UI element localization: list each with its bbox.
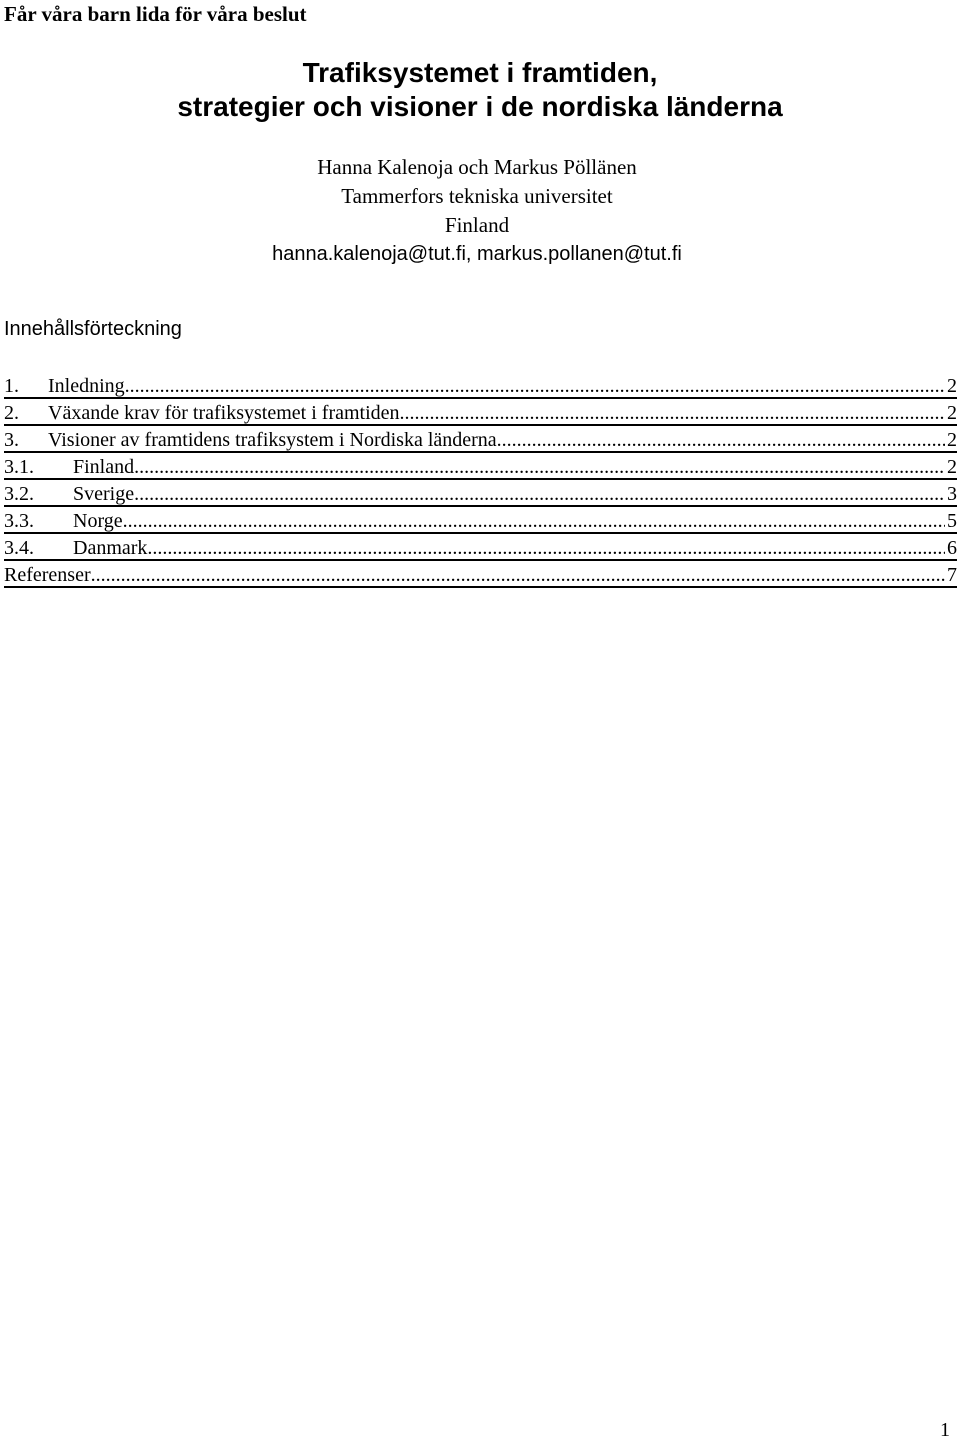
toc-entry-title: Visioner av framtidens trafiksystem i Nordiska länderna — [48, 429, 497, 451]
toc-entry-finland[interactable] — [4, 453, 957, 480]
toc-entry-visioner[interactable] — [4, 426, 957, 453]
toc-entry-page: 6 — [947, 537, 957, 559]
toc-entry-danmark[interactable] — [4, 534, 957, 561]
toc-entry-inledning[interactable] — [4, 372, 957, 399]
title-line-1: Trafiksystemet i framtiden, — [302, 57, 658, 88]
toc-dot-leader — [125, 375, 945, 397]
toc-entry-number: 3. — [4, 429, 19, 451]
toc-entry-title: Växande krav för trafiksystemet i framtiden — [48, 402, 400, 424]
author-info — [0, 153, 954, 269]
toc-entry-number: 3.3. — [4, 510, 34, 532]
toc-entry-vaxande-krav[interactable] — [4, 399, 957, 426]
author-affiliation: Tammerfors tekniska universitet — [341, 184, 613, 208]
toc-entry-page: 5 — [947, 510, 957, 532]
toc-entry-title: Danmark — [73, 537, 148, 559]
toc-entry-page: 3 — [947, 483, 957, 505]
toc-dot-leader — [123, 510, 945, 532]
toc-entry-number: 3.2. — [4, 483, 34, 505]
author-names: Hanna Kalenoja och Markus Pöllänen — [317, 155, 637, 179]
toc-entry-title: Finland — [73, 456, 135, 478]
toc-dot-leader — [497, 429, 945, 451]
toc-heading: Innehållsförteckning — [4, 318, 182, 340]
toc-entry-number: 1. — [4, 375, 19, 397]
toc-entry-title: Norge — [73, 510, 123, 532]
document-title — [0, 56, 960, 124]
page-number: 1 — [940, 1419, 950, 1441]
toc-entry-title: Inledning — [48, 375, 125, 397]
toc-entry-page: 2 — [947, 456, 957, 478]
toc-entry-number: 3.4. — [4, 537, 34, 559]
toc-entry-number: 3.1. — [4, 456, 34, 478]
toc-dot-leader — [147, 537, 945, 559]
toc-entry-norge[interactable] — [4, 507, 957, 534]
toc-entry-page: 2 — [947, 375, 957, 397]
toc-dot-leader — [134, 456, 945, 478]
toc-dot-leader — [91, 564, 945, 586]
toc-entry-title: Referenser — [4, 564, 91, 586]
author-emails: hanna.kalenoja@tut.fi, markus.pollanen@tut.fi — [272, 243, 682, 265]
running-header: Får våra barn lida för våra beslut — [4, 2, 307, 26]
title-line-2: strategier och visioner i de nordiska länderna — [177, 91, 783, 122]
toc-dot-leader — [400, 402, 945, 424]
toc-entry-referenser[interactable] — [4, 561, 957, 588]
toc-entry-number: 2. — [4, 402, 19, 424]
table-of-contents — [4, 372, 957, 588]
toc-entry-page: 2 — [947, 429, 957, 451]
author-country: Finland — [444, 213, 510, 237]
toc-entry-sverige[interactable] — [4, 480, 957, 507]
toc-entry-page: 7 — [947, 564, 957, 586]
toc-dot-leader — [134, 483, 945, 505]
toc-entry-title: Sverige — [73, 483, 135, 505]
toc-entry-page: 2 — [947, 402, 957, 424]
